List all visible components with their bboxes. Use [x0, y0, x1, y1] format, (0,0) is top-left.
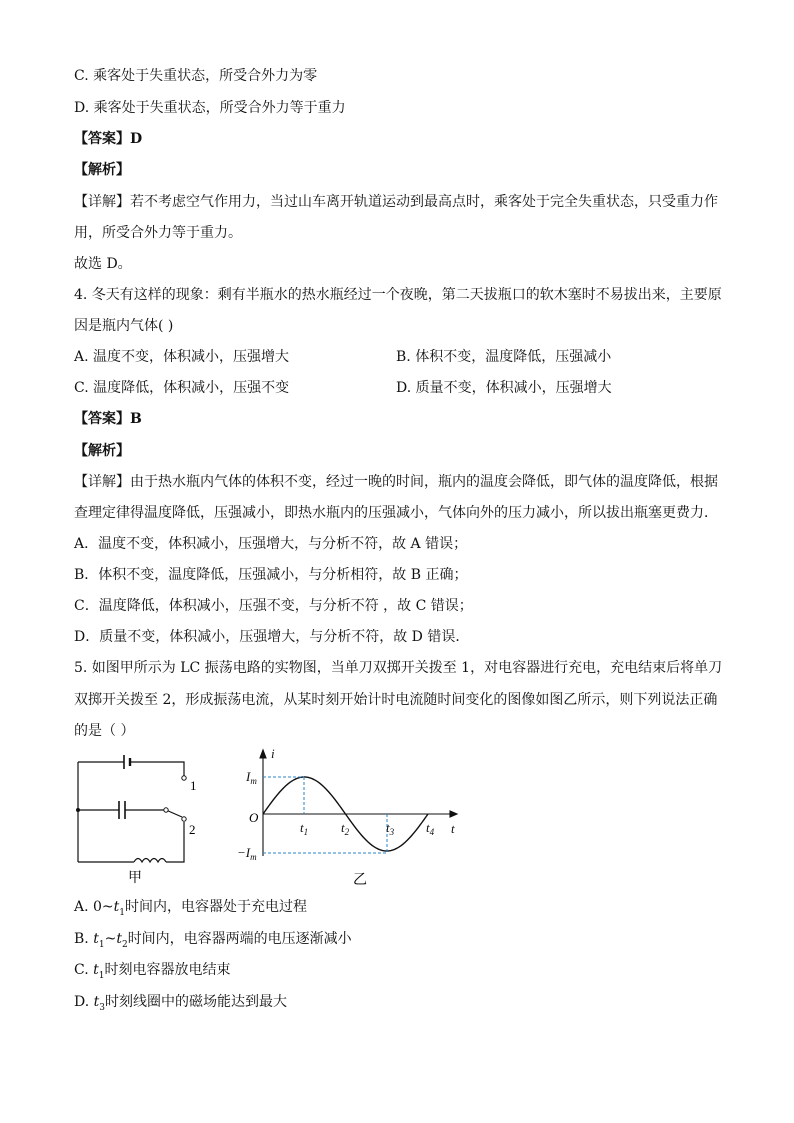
switch-label-2: 2	[189, 822, 196, 837]
q4-analysis-a: A．温度不变，体积减小，压强增大，与分析不符，故 A 错误；	[74, 536, 468, 552]
q4-analysis-d: D．质量不变，体积减小，压强增大，与分析不符，故 D 错误．	[74, 629, 470, 645]
q5-stem-line-2: 双掷开关拨至 2，形成振荡电流，从某时刻开始计时电流随时间变化的图像如图乙所示，则下列说法正确	[74, 692, 718, 708]
q5-stem-line-1: 5. 如图甲所示为 LC 振荡电路的实物图，当单刀双掷开关拨至 1，对电容器进行充电，充电结束后将单刀	[74, 660, 723, 676]
q3-conclusion: 故选 D。	[74, 256, 132, 272]
inductor-coil	[134, 859, 166, 863]
q3-detail-line-1: 【详解】若不考虑空气作用力，当过山车离开轨道运动到最高点时，乘客处于完全失重状态，只受重力作	[74, 194, 718, 210]
q4-option-b: B. 体积不变，温度降低，压强减小	[396, 349, 612, 365]
lc-circuit-diagram	[70, 750, 200, 885]
t3-label: $t_3$	[386, 820, 395, 837]
q4-answer: 【答案】B	[74, 411, 142, 427]
q5-option-a: A. $0\sim t_1$时间内，电容器处于充电过程	[74, 899, 308, 918]
q3-detail-line-2: 用，所受合外力等于重力。	[74, 225, 242, 241]
t2-label: $t_2$	[341, 820, 350, 837]
q5-option-c: C. $t_1$时刻电容器放电结束	[74, 962, 231, 981]
junction-dot	[76, 808, 80, 812]
q5-stem-line-3: 的是（ ）	[74, 723, 135, 739]
q4-option-a: A. 温度不变，体积减小，压强增大	[74, 349, 290, 365]
switch-label-1: 1	[190, 778, 197, 793]
switch-pivot	[164, 808, 168, 812]
figure-jia-label: 甲	[128, 871, 142, 885]
t4-label: $t_4$	[426, 820, 435, 837]
i-axis-label: i	[271, 746, 275, 761]
q3-option-d: D. 乘客处于失重状态，所受合外力等于重力	[74, 100, 346, 116]
q4-stem-line-2: 因是瓶内气体( )	[74, 318, 174, 334]
q4-option-c: C. 温度降低，体积减小，压强不变	[74, 380, 290, 396]
q4-analysis-heading: 【解析】	[74, 443, 130, 459]
q5-option-d: D. $t_3$时刻线圈中的磁场能达到最大	[74, 994, 288, 1013]
q4-detail-line-2: 查理定律得温度降低，压强减小，即热水瓶内的压强减小，气体向外的压力减小，所以拔出瓶塞更费力．	[74, 505, 718, 521]
im-label: $I_m$	[246, 769, 257, 786]
q4-detail-line-1: 【详解】由于热水瓶内气体的体积不变，经过一晚的时间，瓶内的温度会降低，即气体的温度降低，根据	[74, 474, 718, 490]
t-axis-arrow	[450, 811, 457, 817]
figure-yi-label: 乙	[353, 873, 367, 888]
t1-label: $t_1$	[300, 820, 309, 837]
t-axis-label: t	[451, 821, 455, 836]
switch-contact-2	[182, 817, 186, 821]
q3-answer: 【答案】D	[74, 131, 143, 147]
q3-analysis-heading: 【解析】	[74, 162, 130, 178]
origin-label: O	[249, 810, 259, 825]
q3-option-c: C. 乘客处于失重状态，所受合外力为零	[74, 68, 318, 84]
q4-stem-line-1: 4. 冬天有这样的现象：剩有半瓶水的热水瓶经过一个夜晚，第二天拔瓶口的软木塞时不易拔出来，主要原	[74, 287, 722, 303]
q5-option-b: B. $t_1\sim t_2$时间内，电容器两端的电压逐渐减小	[74, 931, 352, 950]
q4-analysis-c: C．温度降低，体积减小，压强不变，与分析不符 ，故 C 错误；	[74, 598, 473, 614]
neg-im-label: $-I_m$	[237, 845, 257, 862]
q4-option-d: D. 质量不变，体积减小，压强增大	[396, 380, 612, 396]
q4-analysis-b: B．体积不变，温度降低，压强减小，与分析相符，故 B 正确；	[74, 567, 468, 583]
current-time-graph	[235, 744, 470, 889]
switch-contact-1	[182, 776, 186, 780]
i-axis-arrow	[260, 750, 266, 758]
